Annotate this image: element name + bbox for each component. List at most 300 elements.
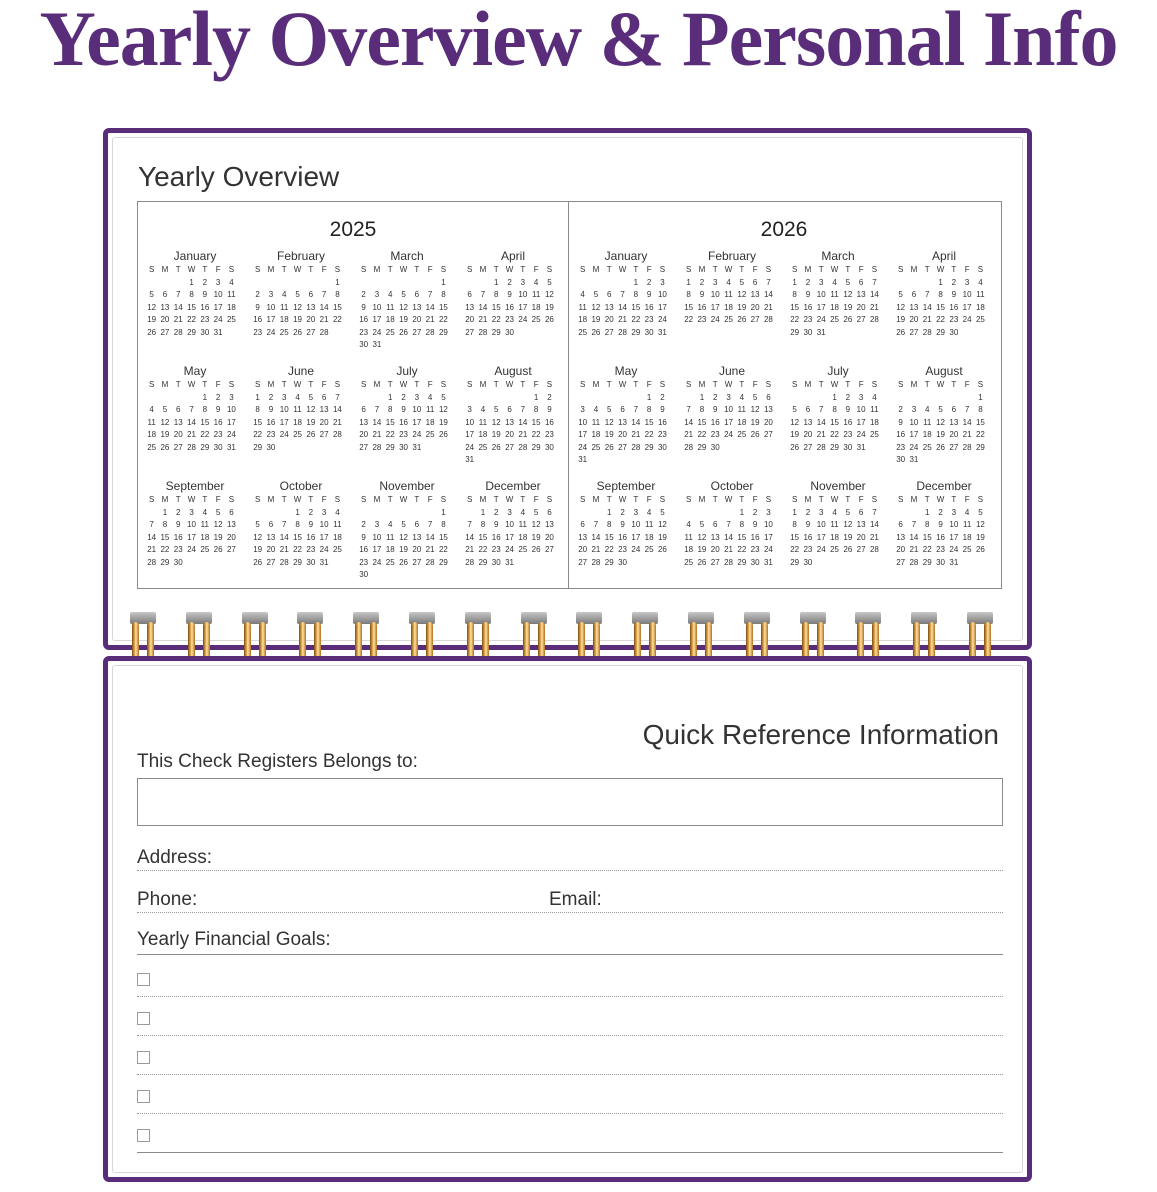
weekday-head: S	[334, 495, 341, 504]
weekday-head: T	[739, 380, 745, 389]
goal-line[interactable]	[137, 996, 1003, 997]
weekday-head: T	[387, 265, 393, 274]
weekday-head: W	[830, 380, 839, 389]
day-cell: 17	[962, 302, 972, 312]
goal-line[interactable]	[137, 1035, 1003, 1036]
day-cell: 28	[147, 557, 157, 567]
day-cell: 20	[412, 315, 422, 324]
day-cell: 2	[951, 277, 957, 287]
day-cell: 7	[633, 405, 639, 414]
day-cell: 15	[160, 532, 170, 542]
day-cell: 27	[319, 430, 329, 439]
address-line[interactable]	[137, 870, 1003, 871]
day-cell: 15	[478, 532, 488, 542]
weekday-head: T	[712, 495, 718, 504]
day-cell: 16	[896, 430, 906, 439]
day-cell: 18	[332, 532, 342, 542]
weekday-head: T	[845, 265, 851, 274]
weekday-head: S	[334, 380, 341, 389]
day-cell: 30	[750, 557, 760, 567]
day-cell: 20	[856, 302, 866, 312]
day-cell: 13	[306, 302, 316, 312]
day-cell: 30	[803, 557, 813, 567]
day-cell: 16	[306, 532, 316, 542]
day-cell: 27	[226, 545, 236, 554]
day-cell: 22	[936, 315, 945, 324]
day-cell: 1	[633, 277, 639, 287]
month-august	[891, 363, 997, 478]
day-blank	[921, 392, 934, 405]
day-cell: 16	[399, 417, 408, 427]
day-cell: 30	[896, 455, 906, 464]
month-name: December	[916, 479, 972, 493]
day-cell: 13	[359, 417, 369, 427]
day-cell: 22	[253, 430, 263, 439]
day-cell: 1	[441, 277, 446, 287]
month-name: May	[183, 364, 207, 378]
day-cell: 30	[710, 442, 720, 452]
day-blank	[384, 277, 397, 290]
day-cell: 23	[359, 327, 369, 337]
day-cell: 8	[633, 290, 639, 299]
day-cell: 7	[176, 290, 181, 299]
day-cell: 1	[162, 507, 168, 517]
day-cell: 1	[388, 392, 393, 402]
goal-line[interactable]	[137, 1113, 1003, 1114]
day-cell: 3	[321, 507, 327, 517]
weekday-head: S	[546, 495, 553, 504]
day-cell: 18	[293, 417, 302, 427]
address-label: Address:	[137, 847, 212, 868]
day-cell: 4	[872, 392, 877, 402]
day-cell: 20	[803, 430, 813, 439]
day-cell: 14	[763, 290, 773, 299]
weekday-head: F	[858, 265, 864, 274]
day-blank	[616, 392, 629, 405]
day-cell: 29	[438, 557, 448, 567]
day-cell: 12	[790, 417, 800, 427]
day-cell: 19	[737, 302, 747, 312]
day-cell: 13	[412, 302, 422, 312]
day-cell: 16	[359, 315, 369, 324]
month-name: October	[279, 479, 323, 493]
day-cell: 14	[319, 302, 329, 312]
day-cell: 18	[869, 417, 879, 427]
weekday-head: F	[427, 495, 433, 504]
day-cell: 18	[226, 302, 236, 312]
day-cell: 19	[147, 315, 157, 324]
goal-checkbox[interactable]	[137, 973, 150, 986]
day-cell: 8	[533, 405, 539, 414]
day-cell: 15	[438, 532, 448, 542]
day-cell: 7	[374, 405, 380, 414]
day-cell: 19	[591, 315, 601, 324]
day-cell: 9	[361, 532, 366, 542]
day-cell: 21	[591, 545, 601, 554]
day-cell: 22	[737, 545, 747, 554]
day-cell: 9	[752, 520, 758, 529]
month-october	[679, 478, 785, 593]
year-panel-2026	[569, 202, 999, 588]
day-cell: 26	[438, 430, 448, 439]
day-cell: 10	[763, 520, 773, 529]
day-blank	[397, 277, 410, 290]
day-cell: 6	[414, 290, 420, 299]
day-cell: 18	[478, 430, 488, 439]
goal-checkbox[interactable]	[137, 1090, 150, 1103]
day-cell: 12	[399, 532, 408, 542]
weekday-head: S	[228, 265, 235, 274]
day-cell: 23	[253, 327, 263, 337]
day-cell: 8	[388, 405, 393, 414]
day-cell: 26	[657, 545, 667, 554]
weekday-head: T	[818, 265, 824, 274]
day-cell: 11	[147, 417, 156, 427]
day-cell: 9	[713, 405, 718, 414]
weekday-head: T	[414, 495, 420, 504]
day-cell: 15	[631, 302, 641, 312]
day-cell: 4	[202, 507, 208, 517]
day-cell: 22	[975, 430, 985, 439]
owner-name-field[interactable]	[137, 778, 1003, 826]
day-cell: 6	[229, 507, 234, 517]
day-cell: 31	[412, 442, 422, 452]
quick-reference-title: Quick Reference Information	[642, 719, 999, 750]
day-cell: 3	[633, 507, 639, 517]
day-cell: 6	[898, 520, 903, 529]
day-cell: 16	[710, 417, 720, 427]
weekday-head: S	[659, 265, 666, 274]
day-cell: 16	[173, 532, 183, 542]
day-cell: 15	[737, 532, 747, 542]
weekday-head: T	[175, 380, 181, 389]
day-cell: 29	[385, 442, 395, 452]
day-cell: 19	[399, 545, 408, 554]
day-cell: 25	[684, 557, 694, 567]
day-cell: 29	[200, 442, 210, 452]
day-blank	[589, 507, 602, 520]
day-cell: 17	[816, 532, 826, 542]
day-cell: 14	[187, 417, 196, 427]
day-cell: 21	[372, 430, 382, 439]
day-cell: 22	[160, 545, 170, 554]
day-cell: 5	[149, 290, 154, 299]
day-blank	[722, 507, 735, 520]
day-blank	[682, 507, 695, 520]
day-cell: 5	[162, 405, 168, 414]
day-blank	[317, 277, 330, 290]
weekday-head: M	[698, 495, 706, 504]
day-cell: 12	[604, 417, 614, 427]
day-cell: 24	[578, 442, 588, 452]
day-cell: 6	[361, 405, 366, 414]
day-cell: 21	[684, 430, 694, 439]
day-cell: 14	[478, 302, 488, 312]
day-cell: 4	[964, 507, 970, 517]
day-cell: 26	[843, 545, 853, 554]
phone-email-line[interactable]	[137, 912, 1003, 913]
day-cell: 27	[578, 557, 588, 567]
day-blank	[476, 392, 489, 405]
day-cell: 28	[631, 442, 641, 452]
day-cell: 28	[425, 327, 435, 337]
day-cell: 10	[372, 532, 382, 542]
month-name: August	[925, 364, 963, 378]
day-cell: 15	[830, 417, 839, 427]
day-cell: 23	[843, 430, 853, 439]
day-cell: 20	[856, 532, 866, 542]
day-cell: 6	[507, 405, 512, 414]
month-april	[891, 248, 997, 363]
day-blank	[185, 392, 198, 405]
day-cell: 11	[684, 532, 693, 542]
day-cell: 20	[896, 545, 906, 554]
day-cell: 31	[816, 327, 826, 337]
day-cell: 2	[494, 507, 499, 517]
day-cell: 25	[147, 442, 157, 452]
day-cell: 27	[710, 557, 720, 567]
day-cell: 26	[491, 442, 501, 452]
day-blank	[894, 392, 907, 405]
day-cell: 21	[319, 315, 329, 324]
day-cell: 18	[425, 417, 435, 427]
day-cell: 31	[505, 557, 514, 567]
weekday-head: M	[267, 380, 275, 389]
day-cell: 19	[213, 532, 223, 542]
day-cell: 1	[792, 507, 797, 517]
year-panel-2025	[138, 202, 568, 588]
weekday-head: T	[520, 380, 526, 389]
day-cell: 24	[909, 442, 919, 452]
day-cell: 25	[830, 315, 839, 324]
day-cell: 14	[372, 417, 382, 427]
day-cell: 18	[578, 315, 588, 324]
day-cell: 19	[544, 302, 554, 312]
day-cell: 4	[480, 405, 486, 414]
day-cell: 26	[936, 442, 945, 452]
goal-line[interactable]	[137, 1152, 1003, 1153]
weekday-head: S	[791, 495, 798, 504]
day-cell: 11	[386, 532, 395, 542]
day-cell: 16	[618, 532, 627, 542]
day-blank	[423, 507, 436, 520]
weekday-head: F	[646, 495, 652, 504]
month-name: December	[485, 479, 541, 493]
day-cell: 11	[870, 405, 879, 414]
day-cell: 16	[657, 417, 667, 427]
weekday-head: F	[752, 265, 758, 274]
day-cell: 18	[962, 532, 972, 542]
day-cell: 30	[173, 557, 183, 567]
day-cell: 28	[173, 327, 183, 337]
weekday-head: M	[479, 495, 487, 504]
weekday-head: S	[334, 265, 341, 274]
day-cell: 4	[520, 507, 526, 517]
day-cell: 25	[279, 327, 289, 337]
day-cell: 27	[763, 430, 773, 439]
day-cell: 1	[699, 392, 705, 402]
day-cell: 19	[750, 417, 760, 427]
day-cell: 8	[162, 520, 168, 529]
day-cell: 4	[335, 507, 340, 517]
day-cell: 19	[697, 545, 707, 554]
weekday-head: W	[724, 495, 733, 504]
day-blank	[603, 277, 616, 290]
day-cell: 23	[173, 545, 183, 554]
day-cell: 9	[805, 520, 811, 529]
day-cell: 21	[279, 545, 289, 554]
day-cell: 29	[160, 557, 170, 567]
day-cell: 2	[805, 277, 811, 287]
day-cell: 7	[282, 520, 287, 529]
day-cell: 6	[580, 520, 585, 529]
day-blank	[616, 277, 629, 290]
day-cell: 24	[962, 315, 972, 324]
weekday-head: S	[685, 380, 692, 389]
day-blank	[370, 507, 383, 520]
day-cell: 29	[737, 557, 747, 567]
day-cell: 29	[790, 557, 800, 567]
month-july	[785, 363, 891, 478]
day-cell: 8	[739, 520, 745, 529]
day-cell: 19	[936, 430, 945, 439]
day-cell: 2	[507, 277, 512, 287]
day-cell: 7	[189, 405, 194, 414]
goal-checkbox[interactable]	[137, 1012, 150, 1025]
weekday-head: S	[791, 265, 798, 274]
day-blank	[264, 277, 277, 290]
day-cell: 5	[547, 277, 552, 287]
day-cell: 19	[306, 417, 316, 427]
month-may	[573, 363, 679, 478]
weekday-head: M	[910, 265, 918, 274]
day-cell: 17	[657, 302, 667, 312]
day-cell: 26	[293, 327, 302, 337]
day-cell: 2	[215, 392, 221, 402]
month-name: March	[821, 249, 855, 263]
day-cell: 23	[359, 557, 369, 567]
day-cell: 24	[412, 430, 422, 439]
day-cell: 30	[544, 442, 554, 452]
weekday-head: T	[493, 380, 499, 389]
day-cell: 15	[200, 417, 210, 427]
day-cell: 14	[332, 405, 342, 414]
day-cell: 6	[162, 290, 168, 299]
day-cell: 31	[856, 442, 866, 452]
day-cell: 30	[657, 442, 667, 452]
month-name: July	[827, 364, 849, 378]
day-cell: 6	[414, 520, 420, 529]
day-cell: 8	[335, 290, 340, 299]
goal-checkbox[interactable]	[137, 1051, 150, 1064]
month-name: June	[287, 364, 315, 378]
day-cell: 10	[816, 520, 826, 529]
weekday-head: F	[215, 265, 221, 274]
day-cell: 3	[414, 392, 420, 402]
day-cell: 24	[372, 557, 382, 567]
weekday-head: M	[161, 380, 169, 389]
day-cell: 9	[938, 520, 943, 529]
day-cell: 29	[644, 442, 654, 452]
days-grid	[573, 494, 679, 569]
day-cell: 16	[266, 417, 276, 427]
day-cell: 21	[962, 430, 972, 439]
day-cell: 24	[816, 315, 826, 324]
weekday-head: W	[399, 265, 408, 274]
goal-line[interactable]	[137, 1074, 1003, 1075]
day-blank	[370, 392, 383, 405]
day-cell: 22	[531, 430, 541, 439]
day-cell: 12	[306, 405, 316, 414]
weekday-head: S	[440, 495, 447, 504]
day-cell: 14	[465, 532, 475, 542]
day-cell: 24	[856, 430, 866, 439]
day-cell: 5	[607, 405, 612, 414]
day-cell: 2	[547, 392, 552, 402]
day-cell: 25	[724, 315, 733, 324]
day-blank	[463, 277, 476, 290]
day-cell: 25	[578, 327, 588, 337]
day-cell: 17	[631, 532, 641, 542]
day-cell: 1	[792, 277, 797, 287]
day-cell: 17	[319, 532, 329, 542]
weekday-head: S	[254, 495, 261, 504]
day-cell: 31	[909, 455, 919, 464]
weekday-head: W	[505, 380, 514, 389]
weekday-head: F	[858, 495, 864, 504]
month-name: June	[718, 364, 746, 378]
weekday-head: T	[202, 265, 208, 274]
day-cell: 10	[949, 520, 959, 529]
day-cell: 9	[202, 290, 208, 299]
day-cell: 14	[816, 417, 826, 427]
day-cell: 2	[713, 392, 718, 402]
day-cell: 15	[790, 302, 800, 312]
weekday-head: S	[765, 380, 772, 389]
month-name: February	[707, 249, 757, 263]
weekday-head: W	[618, 380, 627, 389]
days-grid	[142, 494, 248, 569]
goal-checkbox[interactable]	[137, 1129, 150, 1142]
day-cell: 19	[399, 315, 408, 324]
day-cell: 27	[604, 327, 614, 337]
day-cell: 6	[268, 520, 274, 529]
day-cell: 6	[547, 507, 552, 517]
day-cell: 28	[187, 442, 196, 452]
weekday-head: S	[546, 380, 553, 389]
day-blank	[251, 507, 264, 520]
day-cell: 4	[646, 507, 652, 517]
day-cell: 19	[657, 532, 667, 542]
days-grid	[573, 264, 679, 339]
day-blank	[516, 392, 529, 405]
day-cell: 29	[293, 557, 302, 567]
day-cell: 14	[147, 532, 157, 542]
day-cell: 30	[200, 327, 210, 337]
day-cell: 13	[578, 532, 588, 542]
day-cell: 4	[593, 405, 599, 414]
calendar-frame	[137, 201, 1002, 589]
weekday-head: T	[951, 495, 957, 504]
month-may	[142, 363, 248, 478]
month-name: September	[165, 479, 225, 493]
day-cell: 5	[845, 277, 851, 287]
weekday-head: T	[818, 495, 824, 504]
day-blank	[264, 507, 277, 520]
day-cell: 1	[189, 277, 194, 287]
day-cell: 26	[399, 557, 408, 567]
day-cell: 29	[697, 442, 707, 452]
